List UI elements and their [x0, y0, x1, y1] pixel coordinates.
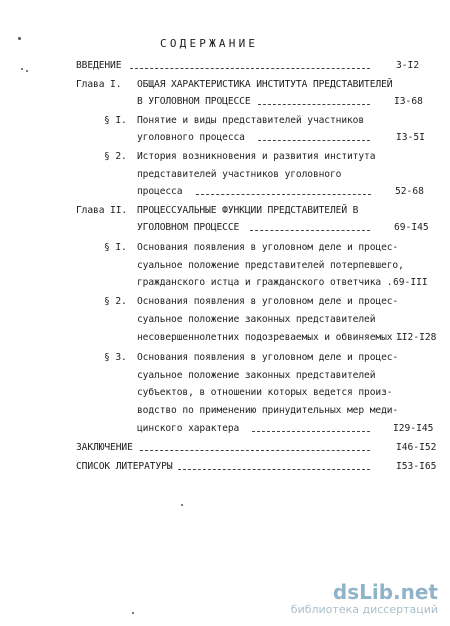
toc-pages-section-2-3: I29-I45 — [393, 423, 434, 434]
toc-text-section-2-3-cont: суальное положение законных представителей — [137, 370, 376, 381]
toc-text-section-2-3-cont4: цинского характера — [137, 423, 240, 434]
toc-text-section-1-2-cont: представителей участников уголовного — [137, 169, 342, 180]
watermark — [291, 581, 438, 616]
toc-label-section-2-2: § 2. — [104, 296, 127, 307]
toc-pages-section-2-2: II2-I28 — [396, 332, 437, 343]
toc-text-section-1-1: Понятие и виды представителей участников — [137, 115, 365, 126]
toc-pages-section-1-1: I3-5I — [396, 132, 425, 143]
watermark-subtitle: библиотека диссертаций — [290, 603, 438, 616]
toc-pages-bibliography: I53-I65 — [396, 461, 437, 472]
toc-text-section-1-2: История возникновения и развития института — [137, 151, 376, 162]
toc-text-section-2-1: Основания появления в уголовном деле и процес- — [137, 242, 399, 253]
toc-text-section-2-2-cont: суальное положение законных представителей — [137, 314, 376, 325]
toc-label-section-2-1: § I. — [104, 242, 127, 253]
toc-text-section-2-1-cont2: гражданского истца и гражданского ответчика . — [137, 277, 393, 288]
scan-speck — [181, 504, 183, 506]
dot-leader — [140, 450, 370, 451]
toc-text-section-1-2-cont2: процесса — [137, 186, 183, 197]
toc-label-bibliography: СПИСОК ЛИТЕРАТУРЫ — [76, 461, 173, 472]
toc-text-section-2-3: Основания появления в уголовном деле и процес- — [137, 352, 399, 363]
toc-label-chapter-2: Глава II. — [76, 205, 128, 216]
toc-text-section-2-3-cont3: водство по применению принудительных мер меди- — [137, 405, 399, 416]
toc-pages-section-2-1: 69-III — [393, 277, 428, 288]
toc-text-chapter-1: ОБЩАЯ ХАРАКТЕРИСТИКА ИНСТИТУТА ПРЕДСТАВИТЕЛЕЙ — [137, 79, 393, 90]
dot-leader — [250, 230, 370, 231]
scan-speck — [132, 612, 134, 614]
dot-leader — [258, 104, 370, 105]
toc-text-section-1-1-cont: уголовного процесса — [137, 132, 245, 143]
toc-label-section-1-2: § 2. — [104, 151, 127, 162]
toc-pages-chapter-1: I3-68 — [394, 96, 423, 107]
toc-text-chapter-2: ПРОЦЕССУАЛЬНЫЕ ФУНКЦИИ ПРЕДСТАВИТЕЛЕЙ В — [137, 205, 359, 216]
dot-leader — [130, 68, 370, 69]
scan-speck — [18, 37, 21, 40]
watermark-logo: dsLib.net — [332, 580, 438, 604]
toc-text-chapter-1-cont: В УГОЛОВНОМ ПРОЦЕССЕ — [137, 96, 251, 107]
toc-label-conclusion: ЗАКЛЮЧЕНИЕ — [76, 442, 133, 453]
toc-label-chapter-1: Глава I. — [76, 79, 122, 90]
toc-text-chapter-2-cont: УГОЛОВНОМ ПРОЦЕССЕ — [137, 222, 240, 233]
toc-text-section-2-2: Основания появления в уголовном деле и процес- — [137, 296, 399, 307]
toc-pages-introduction: 3-I2 — [396, 60, 420, 71]
toc-text-section-2-2-cont2: несовершеннолетних подозреваемых и обвиняемых . — [137, 332, 404, 343]
toc-label-section-2-3: § 3. — [104, 352, 127, 363]
dot-leader — [178, 469, 370, 470]
dot-leader — [196, 194, 371, 195]
toc-label-section-1-1: § I. — [104, 115, 127, 126]
toc-pages-chapter-2: 69-I45 — [394, 222, 429, 233]
page-title: СОДЕРЖАНИЕ — [160, 37, 259, 50]
scan-speck — [26, 70, 28, 72]
toc-text-section-2-3-cont2: субъектов, в отношении которых ведется произ- — [137, 387, 393, 398]
toc-label-introduction: ВВЕДЕНИЕ — [76, 60, 122, 71]
toc-pages-section-1-2: 52-68 — [395, 186, 424, 197]
scan-speck — [21, 68, 23, 70]
toc-pages-conclusion: I46-I52 — [396, 442, 437, 453]
toc-text-section-2-1-cont: суальное положение представителей потерпевшего, — [137, 260, 404, 271]
dot-leader — [252, 431, 370, 432]
dot-leader — [258, 140, 370, 141]
